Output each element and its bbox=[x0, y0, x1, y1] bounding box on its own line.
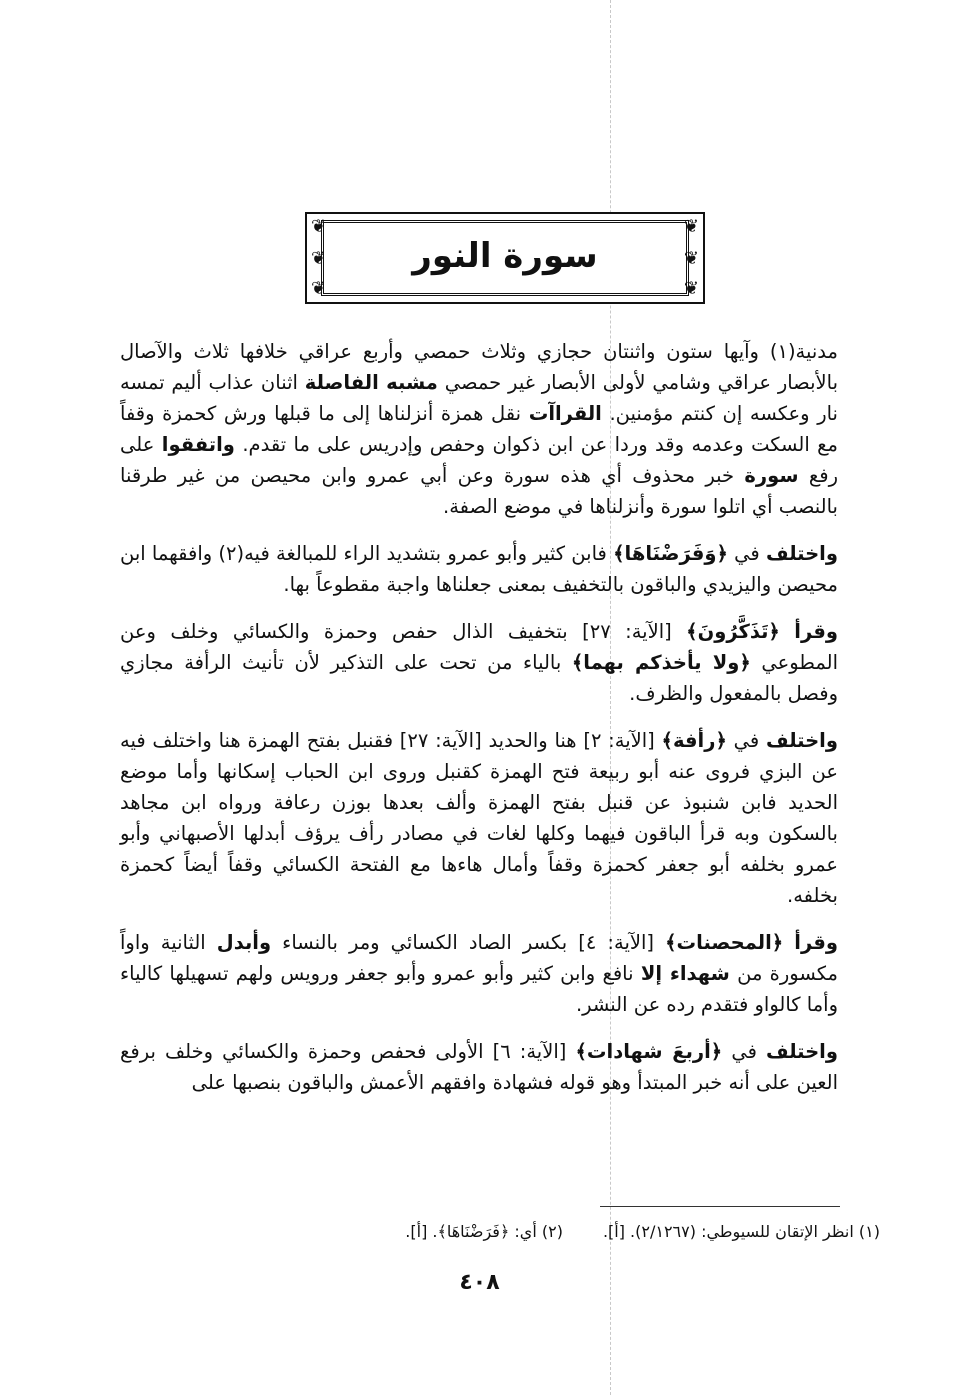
bold-term: ﴿المحصنات﴾ bbox=[665, 931, 784, 954]
paragraph bbox=[120, 336, 838, 522]
text-run: فابن كثير وأبو عمرو بتشديد الراء للمبالغة فيه(٢) وافقهما ابن محيصن واليزيدي والباقون بالتخفيف بمعنى جعلناها واجبة مقطوعاً بها. bbox=[120, 542, 838, 596]
text-run: [الآية: ٦] الأولى فحفص وحمزة والكسائي وخلف برفع العين على أنه خبر المبتدأ وهو قوله فشهادة وافقهم الأعمش والباقون بنصبها على bbox=[120, 1040, 838, 1094]
text-run: على رفع bbox=[120, 433, 838, 487]
bold-term: ﴿أربعَ شهادات﴾ bbox=[575, 1040, 723, 1063]
text-run: خبر محذوف أي هذه سورة وعن أبي عمرو وابن محيصن من غير طرقنا بالنصب أي اتلوا سورة وأنزلناها في موضع الصفة. bbox=[120, 464, 838, 518]
footnote-2: (٢) أي: ﴿فَرَضْنَاهَا﴾. [أ]. bbox=[405, 1222, 563, 1241]
corner-ornament-icon: ❦ bbox=[311, 278, 327, 299]
bold-term: وأبدل bbox=[216, 931, 272, 954]
corner-ornament-icon: ❦ bbox=[683, 216, 699, 237]
text-run: اثنان عذاب أليم تمسه نار وعكسه إن كنتم مؤمنين. bbox=[120, 371, 838, 425]
text-run: في bbox=[727, 542, 766, 565]
side-ornament-icon: ❦ bbox=[683, 248, 699, 269]
surah-title-frame bbox=[305, 212, 705, 304]
bold-term: ﴿تَذَكَّرُونَ﴾ bbox=[686, 620, 780, 643]
text-run: [الآية: ٢٧] بتخفيف الذال حفص وحمزة والكسائي وخلف وعن المطوعي bbox=[120, 620, 839, 674]
text-run bbox=[780, 620, 794, 643]
corner-ornament-icon: ❦ bbox=[683, 278, 699, 299]
text-run: نافع وابن كثير وأبو عمرو وأبو جعفر ورويس ولهم تسهيلها كالياء وأما كالواو فتقدم رده عن النشر. bbox=[120, 962, 838, 1016]
side-ornament-icon: ❦ bbox=[311, 248, 327, 269]
text-run: [الآية: ٢] هنا والحديد [الآية: ٢٧] فقنبل بفتح الهمزة هنا واختلف فيه عن البزي فروى عنه أبو ربيعة فتح الهمزة كقنبل وروى ابن الحباب إسكانها وأما موضع الحديد فابن شنبوذ عن قنبل بفتح الهمزة وألف بعدها بوزن رعافة ورواه ابن مجاهد بالسكون وبه قرأ الباقون فيهما وكلها لغات في مصادر رأف يرؤف أبدلها الأصبهاني وأبو عمرو بخلفه أبو جعفر كحمزة وقفاً وأمال هاءها مع الفتحة الكسائي وقفاً أيضاً كحمزة بخلفه. bbox=[120, 729, 838, 907]
text-run bbox=[783, 931, 794, 954]
bold-term: واتفقوا bbox=[161, 433, 235, 456]
paragraph bbox=[120, 616, 838, 709]
bold-term: مشبه الفاصلة bbox=[304, 371, 438, 394]
text-run: في bbox=[726, 729, 766, 752]
paragraph bbox=[120, 1036, 838, 1098]
paragraph bbox=[120, 538, 838, 600]
text-run: نقل همزة أنزلناها إلى ما قبلها ورش كحمزة وقفاً مع السكت وعدمه وقد وردا عن ابن ذكوان وحفص وإدريس على ما تقدم. bbox=[120, 402, 838, 456]
bold-term: ﴿ولا يأخذكم بهما﴾ bbox=[571, 651, 751, 674]
bold-term: وقرأ bbox=[794, 620, 839, 643]
footnote-separator bbox=[600, 1206, 840, 1207]
bold-term: واختلف bbox=[765, 542, 838, 565]
page-number: ٤٠٨ bbox=[459, 1270, 500, 1295]
bold-term: شهداء إلا bbox=[640, 962, 730, 985]
bold-term: ﴿وَفَرَضْنَاهَا﴾ bbox=[613, 542, 728, 565]
text-run: الثانية واواً مكسورة من bbox=[120, 931, 838, 985]
bold-term: ﴿رأفة﴾ bbox=[661, 729, 727, 752]
paragraph bbox=[120, 725, 838, 911]
surah-title: سورة النور bbox=[412, 236, 598, 276]
corner-ornament-icon: ❦ bbox=[311, 216, 327, 237]
text-run: [الآية: ٤] بكسر الصاد الكسائي ومر بالنساء bbox=[271, 931, 666, 954]
text-run: بالياء من تحت على التذكير لأن تأنيث الرأفة مجازي وفصل بالمفعول والظرف. bbox=[120, 651, 838, 705]
bold-term: وقرأ bbox=[794, 931, 838, 954]
bold-term: القراآت bbox=[528, 402, 602, 425]
bold-term: واختلف bbox=[765, 729, 838, 752]
footnote-1: (١) انظر الإتقان للسيوطي: (٢/١٢٦٧). [أ]. bbox=[602, 1222, 880, 1241]
text-run: مدنية(١) وآيها ستون واثنتان حجازي وثلاث حمصي وأربع عراقي خلافها ثلاث والآصال بالأبصار عراقي وشامي لأولى الأبصار غير حمصي bbox=[120, 340, 839, 394]
footnotes bbox=[120, 1222, 880, 1241]
bold-term: واختلف bbox=[765, 1040, 838, 1063]
paragraph bbox=[120, 927, 838, 1020]
text-run: في bbox=[722, 1040, 766, 1063]
main-text bbox=[120, 336, 838, 1114]
bold-term: سورة bbox=[744, 464, 799, 487]
